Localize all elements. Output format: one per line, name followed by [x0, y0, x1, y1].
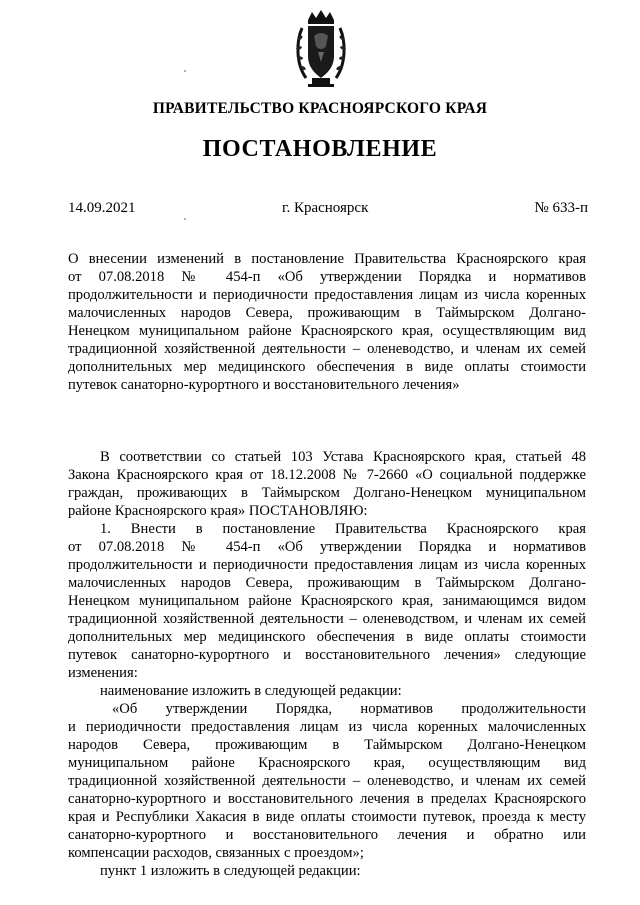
government-name: ПРАВИТЕЛЬСТВО КРАСНОЯРСКОГО КРАЯ [152, 100, 488, 117]
body-line: традиционной хозяйственной деятельности – оленеводством, и членам их семей [68, 611, 586, 627]
body-line: санаторно-курортного и восстановительного лечения в пределах Красноярского [68, 791, 586, 807]
document-number: № 633-п [534, 200, 588, 216]
body-line: изменения: [68, 665, 138, 681]
title-line: О внесении изменений в постановление Правительства Красноярского края [68, 251, 586, 267]
document-body [68, 448, 586, 880]
body-line: санаторно-курортного и восстановительного лечения и обратно или [68, 827, 586, 843]
body-line: продолжительности и периодичности предоставления лицам из числа коренных [68, 557, 586, 573]
title-line: дополнительных мер медицинского обеспечения в виде оплаты стоимости [68, 359, 586, 375]
body-line: Ненецком муниципальном районе Красноярского края, занимающимся видом [68, 593, 586, 609]
body-line: «Об утверждении Порядка, нормативов продолжительности [112, 701, 586, 717]
title-line: от 07.08.2018 № 454-п «Об утверждении Порядка и нормативов [68, 269, 586, 285]
body-line: от 07.08.2018 № 454-п «Об утверждении Порядка и нормативов [68, 539, 586, 555]
body-line: 1. Внести в постановление Правительства Красноярского края [100, 521, 586, 537]
scan-speck [184, 218, 186, 220]
coat-of-arms-icon [294, 8, 348, 90]
body-line: малочисленных народов Севера, проживающим в Таймырском Долгано- [68, 575, 586, 591]
body-line: и периодичности предоставления лицам из числа коренных малочисленных [68, 719, 586, 735]
scan-speck [184, 70, 186, 72]
document-title [68, 250, 586, 394]
document-type-heading: ПОСТАНОВЛЕНИЕ [202, 136, 438, 162]
body-line: народов Севера, проживающим в Таймырском Долгано-Ненецком [68, 737, 586, 753]
body-line: Закона Красноярского края от 18.12.2008 № 7-2660 «О социальной поддержке [68, 467, 586, 483]
body-line: наименование изложить в следующей редакции: [100, 683, 402, 699]
title-line: продолжительности и периодичности предоставления лицам из числа коренных [68, 287, 586, 303]
body-line: пункт 1 изложить в следующей редакции: [100, 863, 361, 879]
body-line: дополнительных мер медицинского обеспечения в виде оплаты стоимости [68, 629, 586, 645]
title-line: малочисленных народов Севера, проживающим в Таймырском Долгано- [68, 305, 586, 321]
title-line: Ненецком муниципальном районе Красноярского края, осуществляющим вид [68, 323, 586, 339]
body-line: муниципальном районе Красноярского края, осуществляющим вид [68, 755, 586, 771]
body-line: районе Красноярского края» ПОСТАНОВЛЯЮ: [68, 503, 368, 519]
body-line: В соответствии со статьей 103 Устава Красноярского края, статьей 48 [100, 449, 586, 465]
title-line: путевок санаторно-курортного и восстановительного лечения» [68, 377, 460, 393]
body-line: традиционной хозяйственной деятельности – оленеводство, и членам их семей [68, 773, 586, 789]
document-date: 14.09.2021 [68, 200, 136, 216]
title-line: традиционной хозяйственной деятельности – оленеводство, и членам их семей [68, 341, 586, 357]
document-city: г. Красноярск [282, 200, 369, 216]
document-meta-row [68, 200, 588, 220]
body-line: края и Республики Хакасия в виде оплаты стоимости путевок, проезда к месту [68, 809, 586, 825]
body-line: путевок санаторно-курортного и восстановительного лечения» следующие [68, 647, 586, 663]
body-line: компенсации расходов, связанных с проездом»; [68, 845, 364, 861]
body-line: граждан, проживающих в Таймырском Долгано-Ненецком муниципальном [68, 485, 586, 501]
